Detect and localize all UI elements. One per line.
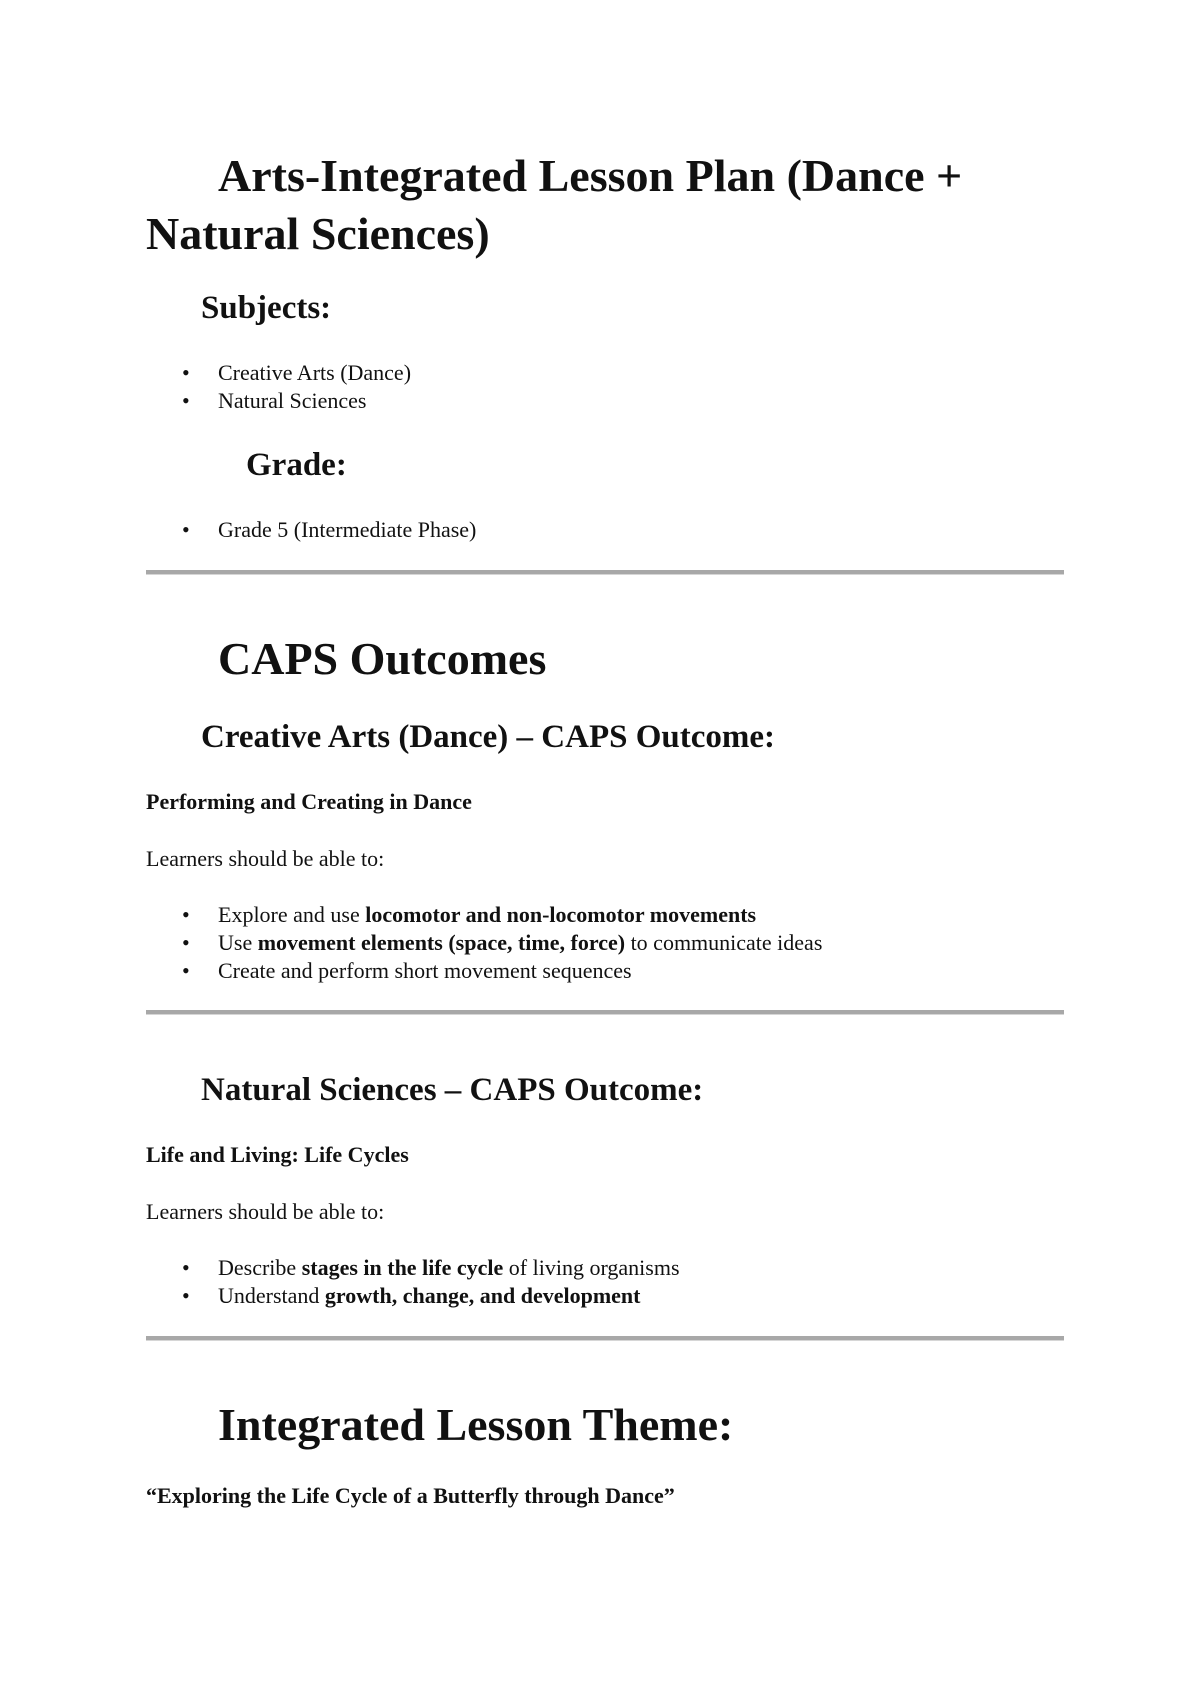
bullet-icon: • [182, 958, 190, 983]
bullet-icon: • [182, 388, 190, 413]
list-item: • Creative Arts (Dance) [182, 360, 412, 385]
bullet-icon: • [182, 930, 190, 955]
list-item: • Use movement elements (space, time, force) to communicate ideas [182, 930, 823, 955]
science-outcomes-list [146, 1254, 680, 1310]
dance-intro: Learners should be able to: [146, 846, 385, 871]
bullet-icon: • [182, 902, 190, 927]
subjects-heading: Subjects: [201, 290, 332, 326]
science-outcome-heading: Natural Sciences – CAPS Outcome: [201, 1072, 704, 1108]
caps-outcomes-heading: CAPS Outcomes [218, 633, 547, 684]
bullet-icon: • [182, 1283, 190, 1308]
list-item: • Grade 5 (Intermediate Phase) [182, 517, 477, 542]
horizontal-rule [146, 570, 1064, 575]
list-item: • Describe stages in the life cycle of living organisms [182, 1255, 680, 1280]
page-title: Arts-Integrated Lesson Plan (Dance + Natural Sciences) [146, 150, 963, 259]
horizontal-rule [146, 1336, 1064, 1341]
grade-heading: Grade: [246, 447, 347, 483]
lesson-theme-heading: Integrated Lesson Theme: [218, 1399, 734, 1450]
dance-strand: Performing and Creating in Dance [146, 789, 472, 814]
science-intro: Learners should be able to: [146, 1199, 385, 1224]
lesson-theme-text: “Exploring the Life Cycle of a Butterfly through Dance” [146, 1483, 675, 1508]
science-strand: Life and Living: Life Cycles [146, 1142, 409, 1167]
list-item: • Natural Sciences [182, 388, 367, 413]
list-item: • Understand growth, change, and development [182, 1283, 641, 1308]
bullet-icon: • [182, 360, 190, 385]
grade-list [146, 516, 476, 544]
bullet-icon: • [182, 1255, 190, 1280]
dance-outcomes-list [146, 901, 822, 985]
subjects-list [146, 359, 411, 415]
dance-outcome-heading: Creative Arts (Dance) – CAPS Outcome: [201, 719, 775, 755]
list-item: • Explore and use locomotor and non-locomotor movements [182, 902, 757, 927]
horizontal-rule [146, 1010, 1064, 1015]
list-item: • Create and perform short movement sequences [182, 958, 632, 983]
bullet-icon: • [182, 517, 190, 542]
